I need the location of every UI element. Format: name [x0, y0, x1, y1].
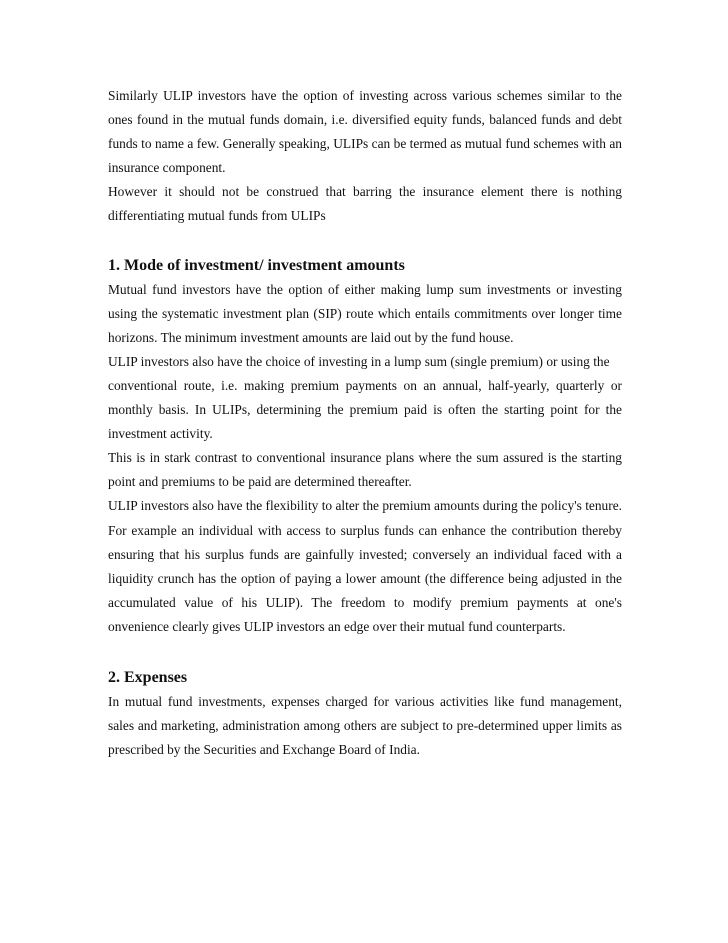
section-1-paragraph-3: conventional route, i.e. making premium payments on an annual, half-yearly, quarterly or monthly basis. In ULIPs, determining the premium paid is often the starting point for the investment activity.: [108, 377, 622, 442]
section-2-heading: 2. Expenses: [108, 668, 188, 686]
section-2-paragraph-1: In mutual fund investments, expenses charged for various activities like fund management, sales and marketing, administration among others are subject to pre-determined upper limits as prescribed by the Securities and Exchange Board of India.: [108, 693, 622, 758]
section-1-paragraph-1: Mutual fund investors have the option of either making lump sum investments or investing using the systematic investment plan (SIP) route which entails commitments over longer time horizons. The minimum investment amounts are laid out by the fund house.: [108, 281, 622, 345]
section-1-paragraph-2: ULIP investors also have the choice of investing in a lump sum (single premium) or using the: [108, 353, 610, 369]
section-1-paragraph-4: This is in stark contrast to conventional insurance plans where the sum assured is the starting point and premiums to be paid are determined thereafter.: [108, 450, 622, 490]
intro-paragraph-2: However it should not be construed that barring the insurance element there is nothing differentiating mutual funds from ULIPs: [108, 184, 622, 224]
document-body: [108, 84, 622, 762]
section-1-paragraph-5: ULIP investors also have the flexibility to alter the premium amounts during the policy's tenure. For example an individual with access to surplus funds can enhance the contribution thereby ensuring that his surplus funds are gainfully invested; conversely an individual faced with a liquidity crunch has the option of paying a lower amount (the difference being adjusted in the accumulated value of his ULIP). The freedom to modify premium payments at one's onvenience clearly gives ULIP investors an edge over their mutual fund counterparts.: [108, 498, 622, 634]
section-1-heading: 1. Mode of investment/ investment amounts: [108, 256, 405, 274]
intro-paragraph-1: Similarly ULIP investors have the option of investing across various schemes similar to the ones found in the mutual funds domain, i.e. diversified equity funds, balanced funds and debt funds to name a few. Generally speaking, ULIPs can be termed as mutual fund schemes with an insurance component.: [108, 88, 622, 176]
